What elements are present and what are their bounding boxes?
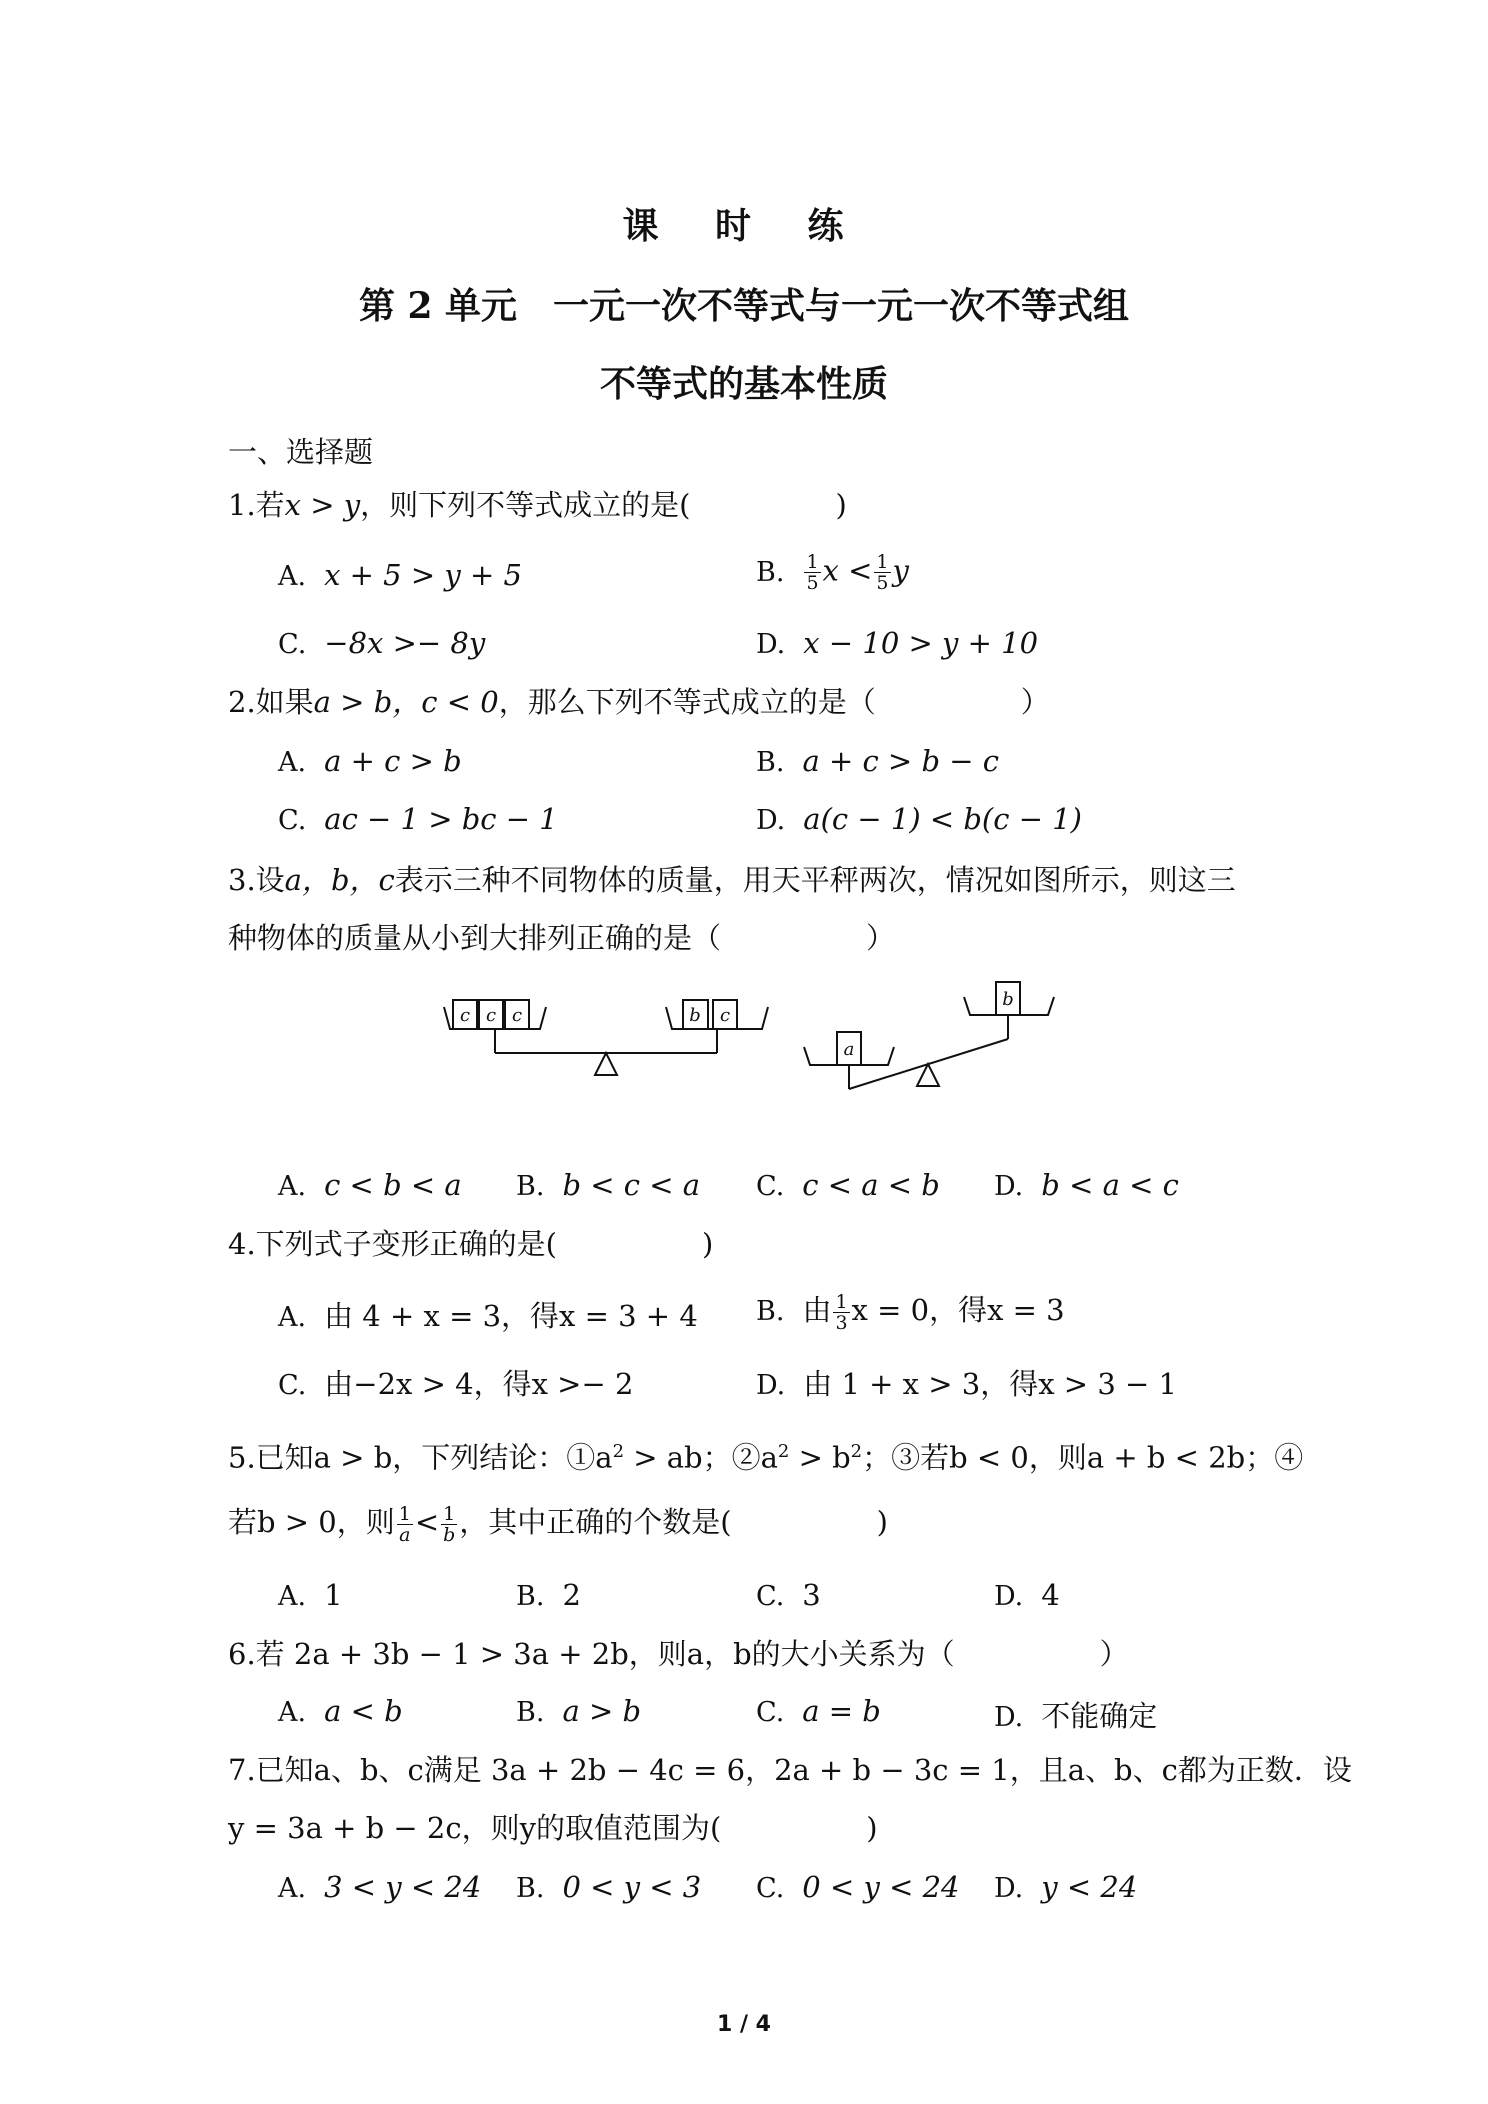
q7-stem-line1: 7.已知a、b、c满足 3a + 2b − 4c = 6，2a + b − 3c = 1，且a、b、c都为正数．设 — [228, 1753, 1352, 1787]
q1-option-c: C. −8x >− 8y — [278, 626, 486, 660]
q5-option-c: C. 3 — [756, 1578, 821, 1612]
balance-figure — [430, 965, 1070, 1135]
q5-stem-line2: 若b > 0，则 $\frac{1}{a}<$ $\frac{1}{b}$，其中正确的个数是( ) — [228, 1502, 888, 1546]
label-c2: c — [485, 1005, 497, 1026]
q1-option-d: D. x − 10 > y + 10 — [756, 626, 1039, 660]
label-c3: c — [511, 1005, 523, 1026]
q7-option-b: B. 0 < y < 3 — [516, 1870, 702, 1904]
q4-stem: 4.下列式子变形正确的是( ) — [228, 1227, 714, 1261]
q3-option-b: B. b < c < a — [516, 1168, 701, 1202]
q3-stem-line1: 3.设a，b，c表示三种不同物体的质量，用天平秤两次，情况如图所示，则这三 — [228, 863, 1236, 897]
q3-option-a: A. c < b < a — [278, 1168, 462, 1202]
label-b1: b — [689, 1005, 701, 1026]
q5-option-b: B. 2 — [516, 1578, 581, 1612]
q4-option-a: A. 由 4 + x = 3，得x = 3 + 4 — [278, 1299, 698, 1333]
label-c4: c — [719, 1005, 731, 1026]
unit-title: 第 2 单元 一元一次不等式与一元一次不等式组 — [358, 285, 1130, 327]
q7-option-c: C. 0 < y < 24 — [756, 1870, 960, 1904]
q1-stem: 1.若x > y，则下列不等式成立的是( ) — [228, 488, 847, 522]
q5-option-a: A. 1 — [278, 1578, 343, 1612]
q4-option-b: B. 由 $\frac{1}{3}$ x = 0，得x = 3 — [756, 1290, 1065, 1334]
label-a: a — [843, 1039, 855, 1060]
q3-stem-line2: 种物体的质量从小到大排列正确的是（ ） — [228, 921, 896, 955]
q6-option-d: D. 不能确定 — [994, 1699, 1158, 1733]
q5-option-d: D. 4 — [994, 1578, 1060, 1612]
page-title: 课 时 练 — [622, 205, 866, 247]
q2-option-c: C. ac − 1 > bc − 1 — [278, 802, 558, 836]
q2-option-d: D. a(c − 1) < b(c − 1) — [756, 802, 1082, 836]
q6-option-b: B. a > b — [516, 1694, 642, 1728]
q3-option-d: D. b < a < c — [994, 1168, 1179, 1202]
q2-stem: 2.如果a > b，c < 0，那么下列不等式成立的是（ ） — [228, 685, 1050, 719]
q7-option-d: D. y < 24 — [994, 1870, 1138, 1904]
q2-option-a: A. a + c > b — [278, 744, 462, 778]
q2-option-b: B. a + c > b − c — [756, 744, 999, 778]
q4-option-d: D. 由 1 + x > 3，得x > 3 − 1 — [756, 1367, 1177, 1401]
q5-stem-line1: 5.已知a > b，下列结论：$①a^2$ > ab；$②a^2 > b^2$；③若b < 0，则a + b < 2b；④ — [228, 1440, 1304, 1475]
q3-option-c: C. c < a < b — [756, 1168, 940, 1202]
page-number: 1 / 4 — [717, 2012, 771, 2037]
label-c1: c — [459, 1005, 471, 1026]
q7-stem-line2: y = 3a + b − 2c，则y的取值范围为( ) — [228, 1811, 878, 1845]
left-pan-right — [666, 1007, 768, 1029]
section-heading: 一、选择题 — [228, 435, 374, 469]
q7-option-a: A. 3 < y < 24 — [278, 1870, 482, 1904]
label-b2: b — [1002, 989, 1014, 1010]
q6-stem: 6.若 2a + 3b − 1 > 3a + 2b，则a，b的大小关系为（ ） — [228, 1637, 1129, 1671]
topic-title: 不等式的基本性质 — [599, 363, 888, 405]
q6-option-a: A. a < b — [278, 1694, 403, 1728]
q1-option-b: B. $\frac{1}{5}$ x < $\frac{1}{5}$ y — [756, 551, 909, 594]
q4-option-c: C. 由−2x > 4，得x >− 2 — [278, 1367, 634, 1401]
q6-option-c: C. a = b — [756, 1694, 881, 1728]
left-fulcrum — [595, 1053, 617, 1075]
q1-option-a: A. x + 5 > y + 5 — [278, 558, 522, 592]
